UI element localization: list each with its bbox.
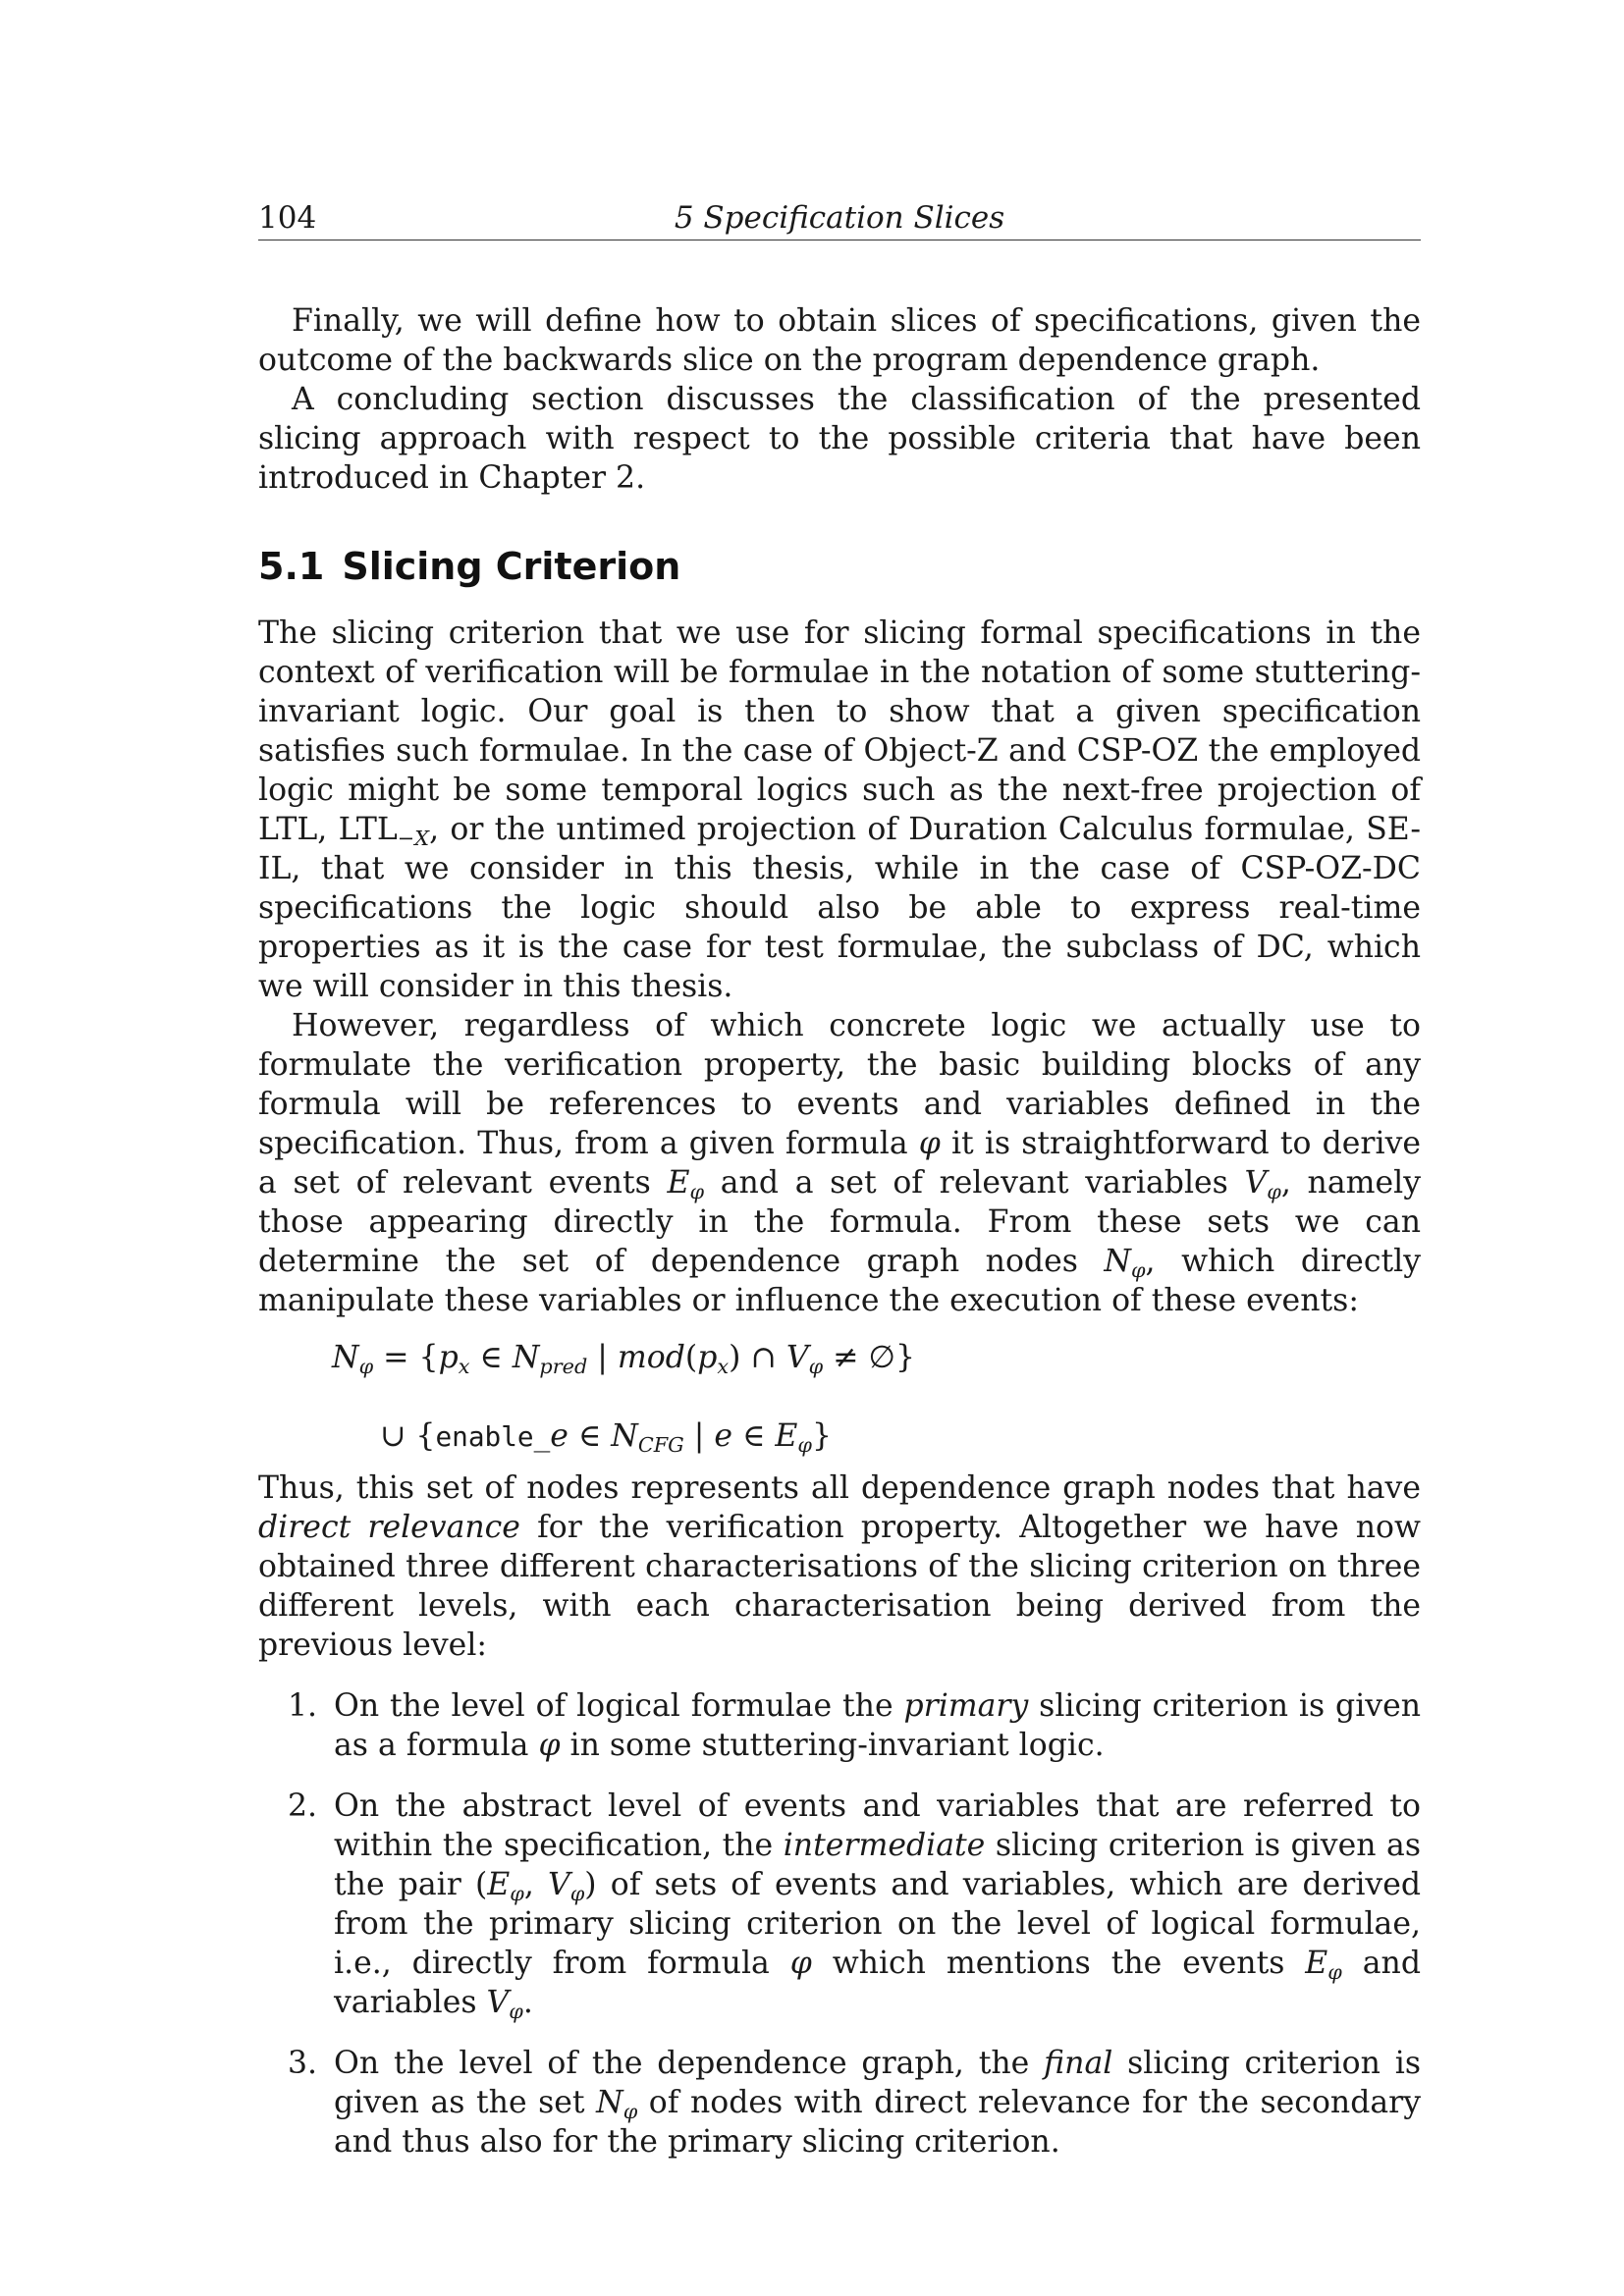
e-symbol: E xyxy=(487,1867,511,1902)
phi-subscript: φ xyxy=(1130,1257,1146,1282)
eq-n: N xyxy=(332,1340,359,1375)
eq-bar: | xyxy=(683,1418,715,1454)
p2-text-d: , namely those appearing directly in the formula. From these sets we can determine the set of dependence graph nodes xyxy=(258,1165,1422,1279)
li-emphasis: final xyxy=(1044,2046,1113,2081)
phi-subscript: φ xyxy=(509,1999,523,2023)
intro xyxy=(258,301,1421,498)
phi-subscript: φ xyxy=(569,1881,585,1905)
p3-emphasis: direct relevance xyxy=(258,1510,520,1545)
list-item xyxy=(258,1686,1421,1765)
eq-enable: enable_ xyxy=(435,1420,551,1453)
eq-e-set: E xyxy=(775,1418,798,1454)
li-text: . xyxy=(522,1985,533,2020)
li-text: slicing criterion is given as the set xyxy=(334,2046,1421,2120)
p2-text-a: However, regardless of which concrete logic we actually use to formulate the verification property, the basic building blocks of any formula will be references to events and variables defined in the specification. Thus, from a given formula xyxy=(258,1008,1421,1161)
eq-p: p xyxy=(438,1340,459,1375)
li-text: which mentions the events xyxy=(811,1946,1306,1981)
li-text: slicing criterion is given as the pair ( xyxy=(334,1828,1421,1902)
eq-n: N xyxy=(512,1340,540,1375)
n-phi-symbol: N xyxy=(1104,1244,1131,1279)
eq-p: p xyxy=(697,1340,718,1375)
li-text: of nodes with direct relevance for the secondary and thus also for the primary slicing criterion. xyxy=(334,2085,1421,2160)
phi-subscript: φ xyxy=(1267,1179,1281,1203)
li-text: On the level of the dependence graph, the xyxy=(334,2046,1045,2081)
eq-in: ∈ xyxy=(469,1340,513,1375)
eq-n: N xyxy=(611,1418,638,1454)
eq-cap: ) ∩ xyxy=(729,1340,786,1375)
eq-union: ∪ { xyxy=(380,1418,436,1454)
eq-cfg-sub: CFG xyxy=(637,1432,684,1457)
eq-in: ∈ xyxy=(732,1418,776,1454)
list-number: 2. xyxy=(288,1789,318,1824)
list-number: 1. xyxy=(288,1688,318,1724)
p3-text-b: for the verification property. Altogether we have now obtained three different characterisations of the slicing criterion on three different levels, with each characterisation being derived from the previous level: xyxy=(258,1510,1421,1663)
li-emphasis: intermediate xyxy=(783,1828,986,1863)
equation-n-phi xyxy=(258,1338,1421,1457)
phi-symbol: φ xyxy=(538,1728,561,1763)
section-number: 5.1 xyxy=(258,545,325,588)
equation-line-1: $N_\varphi = \{p_x$ ∈ $N_{pred}$ | $mod(p_x)$ ∩ $V_\varphi$ ≠ ∅} xyxy=(332,1340,916,1378)
ltl-subscript: −X xyxy=(397,826,430,850)
chapter-title: 5 Specification Slices xyxy=(674,200,1005,236)
running-head xyxy=(258,196,1421,240)
li-text: ) of sets of events and variables, which are derived from the primary slicing criterion on the level of logical formulae, i.e., directly from formula xyxy=(334,1867,1422,1981)
p1-text-a: The slicing criterion that we use for slicing formal specifications in the context of verification will be formulae in the notation of some stuttering-invariant logic. Our goal is then to show that a given specification satisfies such formulae. In the case of Object-Z and CSP-OZ the employed logic might be some temporal logics such as the next-free projection of LTL, LTL xyxy=(258,615,1421,847)
body-text xyxy=(258,301,1421,2162)
eq-e: e xyxy=(550,1418,568,1454)
criteria-list xyxy=(258,1686,1421,2162)
section-title: Slicing Criterion xyxy=(342,545,681,588)
paragraph-building-blocks xyxy=(258,1006,1421,1320)
p1-text-b: , or the untimed projection of Duration Calculus formulae, SE-IL, that we consider in this thesis, while in the case of CSP-OZ-DC specifications the logic should also be able to express real-time properties as it is the case for test formulae, the subclass of DC, which we will consider in this thesis. xyxy=(258,812,1421,1004)
li-text: On the level of logical formulae the xyxy=(334,1688,904,1724)
e-phi-symbol: E xyxy=(667,1165,690,1201)
e-symbol: E xyxy=(1305,1946,1328,1981)
phi-symbol: φ xyxy=(789,1946,812,1981)
paragraph-characterisations xyxy=(258,1468,1421,1665)
eq-phi-sub: φ xyxy=(358,1354,374,1378)
p2-text-b: it is straightforward to derive a set of relevant events xyxy=(258,1126,1422,1201)
eq-in: ∈ xyxy=(568,1418,612,1454)
v-symbol: V xyxy=(486,1985,510,2020)
paragraph-slicing-criterion xyxy=(258,614,1421,1006)
li-text: slicing criterion is given as a formula xyxy=(334,1688,1421,1763)
li-text: On the abstract level of events and variables that are referred to within the specification, the xyxy=(334,1789,1421,1863)
eq-v: V xyxy=(785,1340,809,1375)
p2-text-c: and a set of relevant variables xyxy=(704,1165,1245,1201)
n-symbol: N xyxy=(596,2085,623,2120)
eq-neq-empty: ≠ ∅} xyxy=(823,1340,916,1375)
p2-text-e: , which directly manipulate these variables or influence the execution of these events: xyxy=(258,1244,1421,1318)
page-number: 104 xyxy=(258,200,317,236)
page xyxy=(258,196,1421,2183)
eq-x-sub: x xyxy=(458,1354,470,1378)
eq-phi-sub: φ xyxy=(808,1354,824,1378)
phi-subscript: φ xyxy=(689,1179,705,1203)
v-phi-symbol: V xyxy=(1244,1165,1268,1201)
eq-bar: | xyxy=(587,1340,618,1375)
eq-equals: = { xyxy=(373,1340,439,1375)
li-text: in some stuttering-invariant logic. xyxy=(560,1728,1105,1763)
list-number: 3. xyxy=(288,2046,318,2081)
eq-phi-sub: φ xyxy=(797,1432,812,1457)
phi-symbol: φ xyxy=(918,1126,941,1161)
p3-text-a: Thus, this set of nodes represents all dependence graph nodes that have xyxy=(258,1470,1421,1506)
intro-paragraph-2: A concluding section discusses the classification of the presented slicing approach with respect to the possible criteria that have been introduced in Chapter 2. xyxy=(258,382,1421,496)
eq-close: } xyxy=(811,1418,833,1454)
section-heading xyxy=(258,543,1421,590)
phi-subscript: φ xyxy=(510,1881,524,1905)
equation-line-2 xyxy=(258,1416,1421,1457)
list-item xyxy=(258,2044,1421,2162)
eq-e: e xyxy=(714,1418,733,1454)
intro-paragraph-1: Finally, we will define how to obtain slices of specifications, given the outcome of the backwards slice on the program dependence graph. xyxy=(258,303,1421,378)
v-symbol: V xyxy=(547,1867,570,1902)
phi-subscript: φ xyxy=(623,2099,638,2123)
li-emphasis: primary xyxy=(903,1688,1029,1724)
list-item xyxy=(258,1787,1421,2022)
eq-mod: mod xyxy=(617,1340,685,1375)
eq-x-sub: x xyxy=(717,1354,730,1378)
li-text: and variables xyxy=(334,1946,1421,2020)
li-text: , xyxy=(523,1867,548,1902)
eq-pred-sub: pred xyxy=(539,1354,588,1378)
phi-subscript: φ xyxy=(1327,1959,1342,1984)
